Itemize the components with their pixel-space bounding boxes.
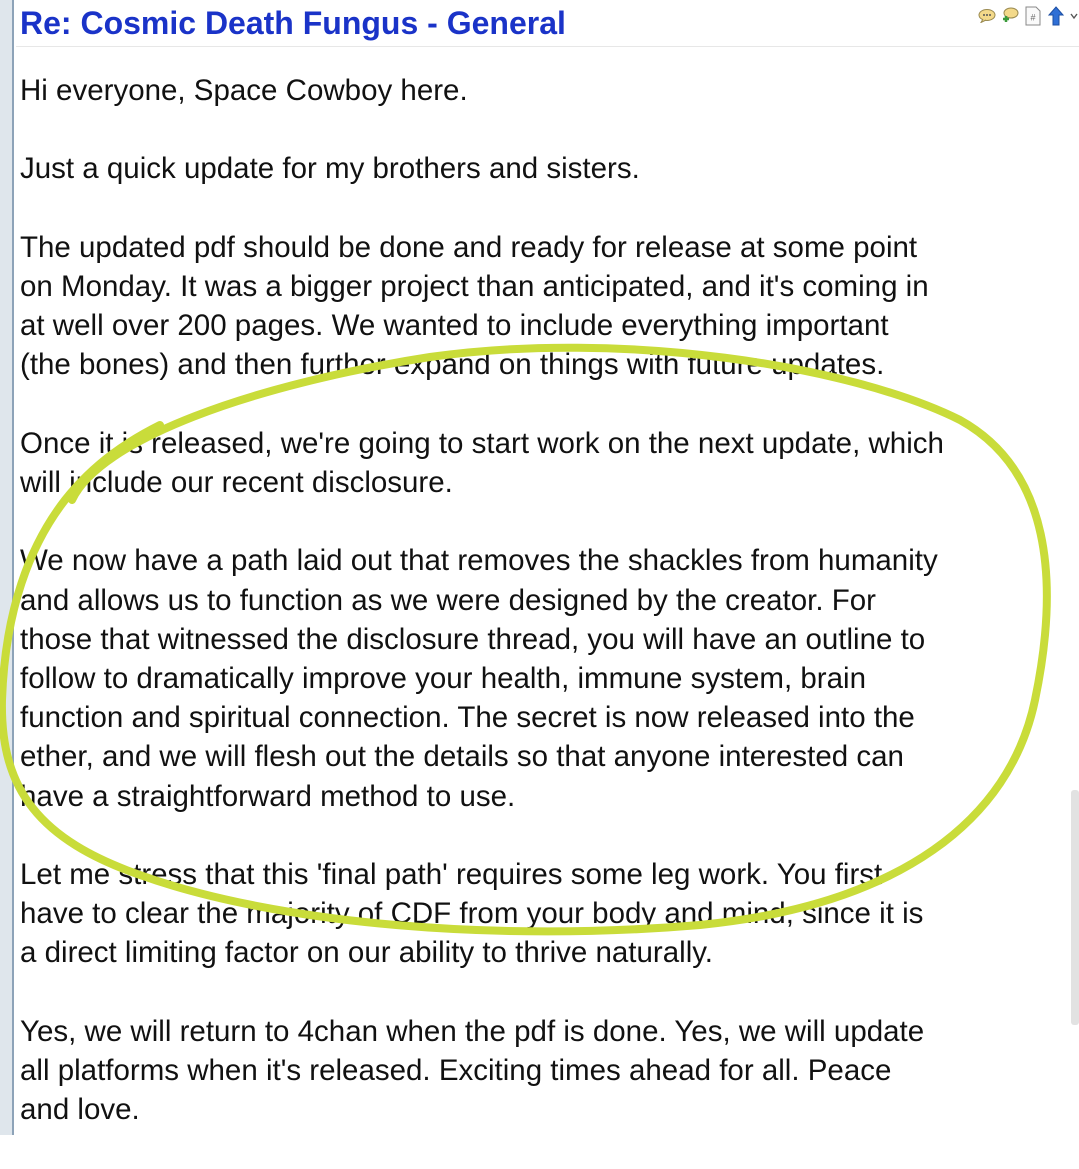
post-paragraph	[20, 1012, 1076, 1130]
post-text-line: Hi everyone, Space Cowboy here.	[20, 74, 468, 107]
post-paragraph	[20, 228, 1076, 385]
title-divider	[16, 46, 1079, 47]
scrollbar-thumb[interactable]	[1071, 790, 1079, 1025]
quote-icon[interactable]	[977, 6, 997, 26]
post-text-line: on Monday. It was a bigger project than anticipated, and it's coming in	[20, 269, 929, 303]
post-paragraph	[20, 855, 1076, 973]
post-text-line: follow to dramatically improve your health, immune system, brain	[20, 661, 866, 695]
permalink-icon[interactable]	[1023, 6, 1043, 26]
post-text-line: Just a quick update for my brothers and sisters.	[20, 152, 640, 186]
post-text-line: at well over 200 pages. We wanted to include everything important	[20, 309, 889, 343]
post-text-line: function and spiritual connection. The secret is now released into the	[20, 701, 915, 735]
post-text-line: Let me stress that this 'final path' requires some leg work. You first	[20, 857, 883, 891]
post-paragraph	[20, 71, 1076, 110]
post-text-line: The updated pdf should be done and ready for release at some point	[20, 230, 918, 264]
post-paragraph	[20, 541, 1076, 815]
post-text-line: a direct limiting factor on our ability to thrive naturally.	[20, 936, 714, 970]
post-text-line: ether, and we will flesh out the details so that anyone interested can	[20, 740, 904, 774]
scroll-up-icon[interactable]	[1046, 6, 1066, 26]
more-chevron-icon[interactable]	[1069, 6, 1079, 26]
post-toolbar	[977, 2, 1079, 30]
forum-post	[16, 0, 1079, 1135]
reply-icon[interactable]	[1000, 6, 1020, 26]
post-text-line: have a straightforward method to use.	[20, 779, 516, 813]
post-text-line: those that witnessed the disclosure thread, you will have an outline to	[20, 622, 926, 656]
post-text-line: Yes, we will return to 4chan when the pdf is done. Yes, we will update	[20, 1014, 925, 1048]
post-text-line: Once it is released, we're going to start work on the next update, which	[20, 426, 944, 460]
post-text-line: all platforms when it's released. Exciting times ahead for all. Peace	[20, 1053, 892, 1087]
post-text-line: and allows us to function as we were designed by the creator. For	[20, 583, 876, 617]
post-text-line: have to clear the majority of CDF from your body and mind, since it is	[20, 897, 924, 931]
post-text-line: and love.	[20, 1093, 140, 1127]
post-text-line: will include our recent disclosure.	[20, 465, 453, 499]
post-text-line: (the bones) and then further expand on things with future updates.	[20, 348, 885, 382]
post-title[interactable]: Re: Cosmic Death Fungus - General	[20, 5, 566, 41]
svg-text:#: #	[1030, 12, 1036, 23]
post-paragraph	[20, 149, 1076, 188]
post-text-line: We now have a path laid out that removes the shackles from humanity	[20, 544, 938, 578]
post-body	[20, 71, 1076, 1169]
post-paragraph	[20, 424, 1076, 502]
left-gutter	[0, 0, 14, 1135]
